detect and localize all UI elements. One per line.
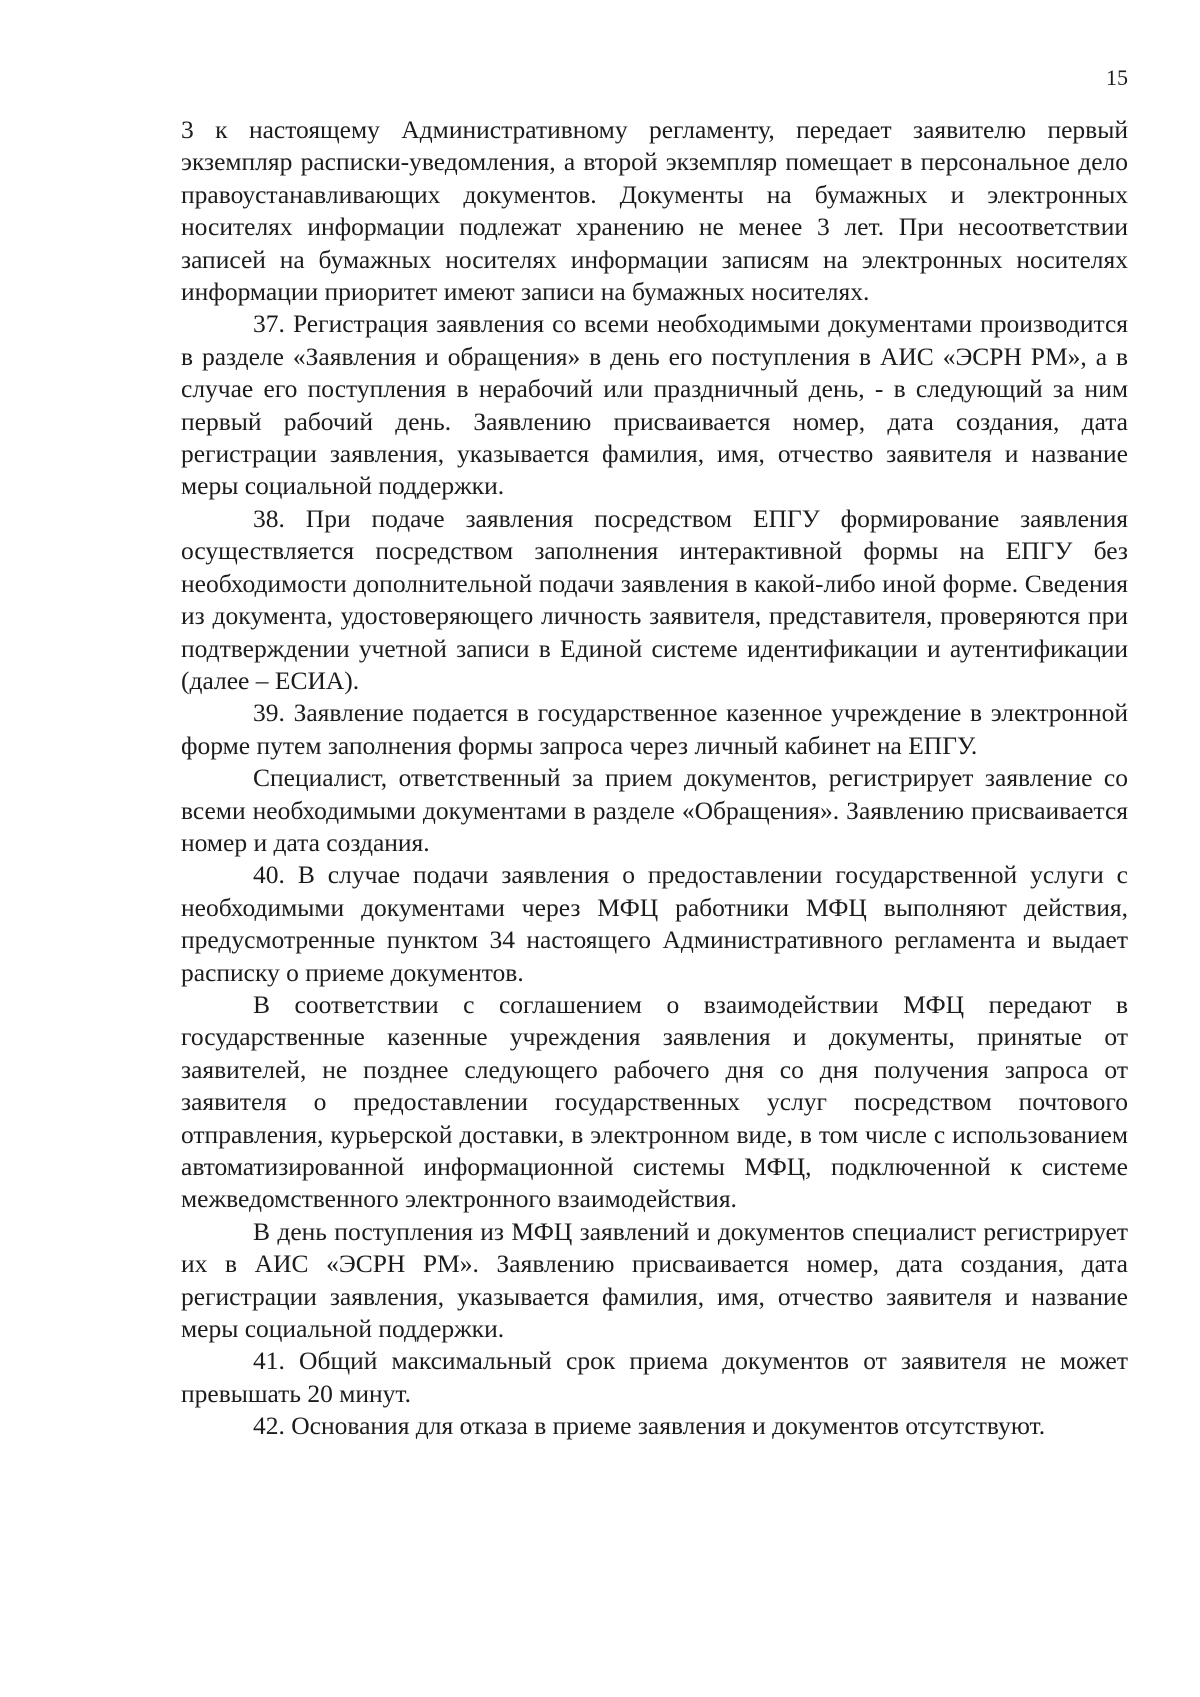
document-body xyxy=(181,114,1128,1443)
paragraph-39: 39. Заявление подается в государственное казенное учреждение в электронной форме путем заполнения формы запроса через личный кабинет на ЕПГУ. xyxy=(181,698,1128,760)
paragraph-37: 37. Регистрация заявления со всеми необходимыми документами производится в разделе «Заявления и обращения» в день его поступления в АИС «ЭСРН РМ», а в случае его поступления в нерабочий или праздничный день, - в следующий за ним первый рабочий день. Заявлению присваивается номер, дата создания, дата регистрации заявления, указывается фамилия, имя, отчество заявителя и название меры социальной поддержки. xyxy=(181,309,1128,501)
paragraph-40-agreement: В соответствии с соглашением о взаимодействии МФЦ передают в государственные казенные учреждения заявления и документы, принятые от заявителей, не позднее следующего рабочего дня со дня получения запроса от заявителя о предоставлении государственных услуг посредством почтового отправления, курьерской доставки, в электронном виде, в том числе с использованием автоматизированной информационной системы МФЦ, подключенной к системе межведомственного электронного взаимодействия. xyxy=(181,989,1128,1214)
page-number: 15 xyxy=(1106,65,1128,90)
paragraph-41: 41. Общий максимальный срок приема документов от заявителя не может превышать 20 минут. xyxy=(181,1346,1128,1408)
paragraph-39-specialist: Специалист, ответственный за прием документов, регистрирует заявление со всеми необходимыми документами в разделе «Обращения». Заявлению присваивается номер и дата создания. xyxy=(181,763,1128,857)
paragraph-continuation: 3 к настоящему Административному регламенту, передает заявителю первый экземпляр расписки-уведомления, а второй экземпляр помещает в персональное дело правоустанавливающих документов. Документы на бумажных и электронных носителях информации подлежат хранению не менее 3 лет. При несоответствии записей на бумажных носителях информации записям на электронных носителях информации приоритет имеют записи на бумажных носителях. xyxy=(181,115,1128,307)
paragraph-42: 42. Основания для отказа в приеме заявления и документов отсутствуют. xyxy=(253,1411,1046,1441)
paragraph-38: 38. При подаче заявления посредством ЕПГУ формирование заявления осуществляется посредством заполнения интерактивной формы на ЕПГУ без необходимости дополнительной подачи заявления в какой-либо иной форме. Сведения из документа, удостоверяющего личность заявителя, представителя, проверяются при подтверждении учетной записи в Единой системе идентификации и аутентификации (далее – ЕСИА). xyxy=(181,503,1128,695)
paragraph-40: 40. В случае подачи заявления о предоставлении государственной услуги с необходимыми документами через МФЦ работники МФЦ выполняют действия, предусмотренные пунктом 34 настоящего Административного регламента и выдает расписку о приеме документов. xyxy=(181,860,1128,987)
paragraph-40-registration: В день поступления из МФЦ заявлений и документов специалист регистрирует их в АИС «ЭСРН РМ». Заявлению присваивается номер, дата создания, дата регистрации заявления, указывается фамилия, имя, отчество заявителя и название меры социальной поддержки. xyxy=(181,1216,1128,1344)
